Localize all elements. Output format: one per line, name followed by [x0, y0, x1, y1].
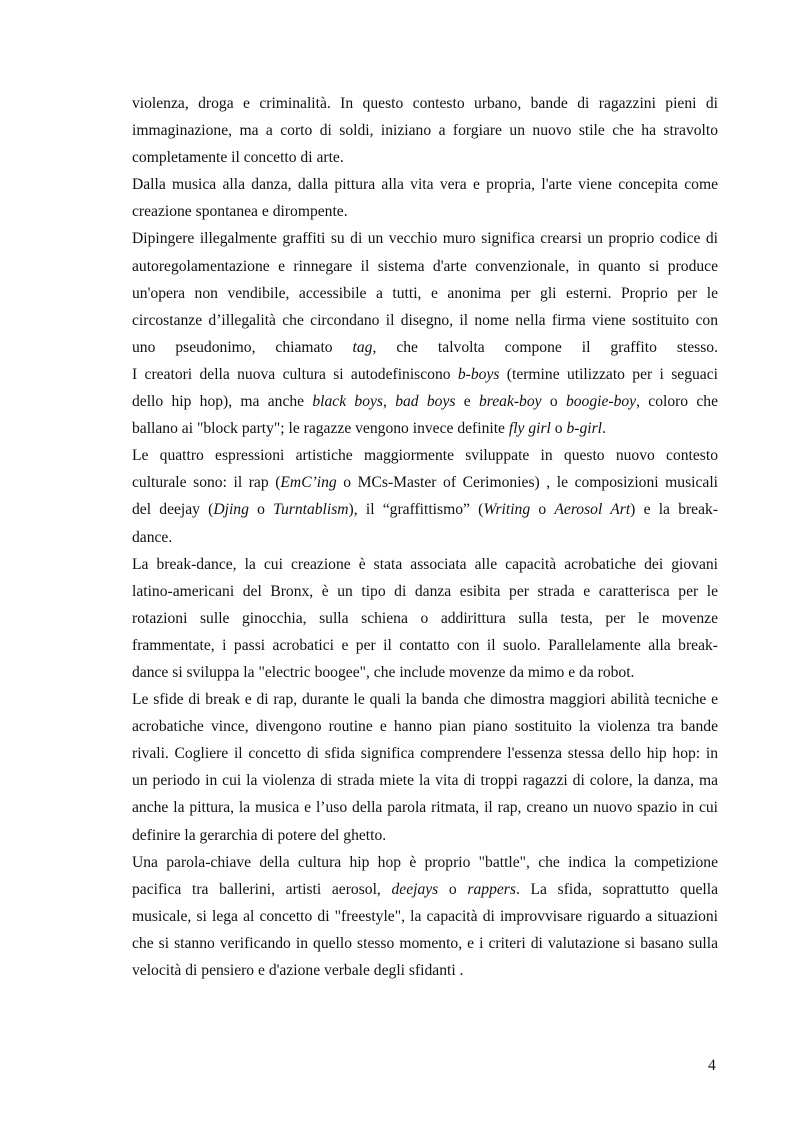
text-run: frammentate, i passi acrobatici e per il contatto con il suolo. Parallelamente alla break-: [132, 636, 718, 654]
text-run: ,: [383, 393, 396, 411]
italic-term: break-boy: [478, 393, 542, 411]
text-run: violenza, droga e criminalità. In questo contesto urbano, bande di ragazzini pieni di: [132, 95, 718, 112]
italic-term: bad boys: [395, 393, 456, 411]
text-line: [132, 578, 718, 605]
text-line: [132, 930, 718, 957]
text-run: acrobatiche vince, divengono routine e hanno pian piano sostituito la violenza tra bande: [132, 718, 718, 736]
text-run: e: [455, 393, 479, 411]
text-run: Una parola-chiave della cultura hip hop è proprio "battle", che indica la competizione: [132, 853, 718, 871]
text-line: [132, 334, 718, 361]
text-line: [132, 849, 718, 876]
text-run: o: [550, 420, 567, 438]
text-line: [132, 903, 718, 930]
text-line: [132, 442, 718, 469]
text-run: o: [438, 880, 468, 898]
text-line: [132, 957, 718, 984]
paragraph: [132, 849, 718, 984]
paragraph: [132, 90, 718, 171]
text-run: definire la gerarchia di potere del ghetto.: [132, 826, 387, 844]
paragraph: [132, 171, 718, 225]
text-run: pacifica tra ballerini, artisti aerosol,: [132, 880, 392, 898]
text-line: [132, 794, 718, 821]
italic-term: boogie-boy: [565, 393, 637, 411]
text-run: o: [248, 501, 274, 519]
italic-term: EmC’ing: [280, 474, 337, 492]
italic-term: black boys: [312, 393, 384, 411]
text-run: Dipingere illegalmente graffiti su di un vecchio muro significa crearsi un proprio codice di: [132, 230, 718, 248]
body-text: [132, 90, 718, 984]
italic-term: Turntablism: [273, 501, 349, 519]
italic-term: Aerosol Art: [554, 501, 631, 519]
text-line: [132, 144, 718, 171]
text-run: o MCs-Master of Cerimonies) , le composizioni musicali: [336, 474, 718, 492]
text-run: ) e la break-: [630, 501, 718, 519]
text-run: ), il “graffittismo” (: [348, 501, 484, 519]
text-run: un'opera non vendibile, accessibile a tutti, e anonima per gli esterni. Proprio per le: [132, 284, 718, 302]
text-run: .: [602, 420, 606, 438]
text-run: rotazioni sulle ginocchia, sulla schiena o addirittura sulla testa, per le movenze: [132, 609, 718, 627]
text-line: [132, 496, 718, 523]
text-line: [132, 171, 718, 198]
text-run: dello hip hop), ma anche: [132, 393, 313, 411]
text-run: anche la pittura, la musica e l’uso della parola ritmata, il rap, creano un nuovo spazio in cui: [132, 799, 718, 817]
text-line: [132, 415, 718, 442]
text-run: ballano ai "block party"; le ragazze vengono invece definite: [132, 420, 509, 438]
text-line: [132, 659, 718, 686]
text-run: I creatori della nuova cultura si autodefiniscono: [132, 365, 458, 383]
text-run: latino-americani del Bronx, è un tipo di danza esibita per strada e caratterisca per le: [132, 582, 718, 600]
text-line: [132, 469, 718, 496]
text-run: rivali. Cogliere il concetto di sfida significa comprendere l'essenza stessa dello hip hop: in: [132, 745, 718, 763]
text-line: [132, 551, 718, 578]
text-line: [132, 740, 718, 767]
text-line: [132, 632, 718, 659]
text-line: [132, 713, 718, 740]
italic-term: Djing: [213, 501, 249, 519]
page-number: 4: [708, 1057, 716, 1074]
text-line: [132, 767, 718, 794]
text-line: [132, 605, 718, 632]
italic-term: b-girl: [566, 420, 602, 438]
paragraph: [132, 551, 718, 686]
text-run: completamente il concetto di arte.: [132, 149, 344, 167]
text-line: [132, 225, 718, 252]
text-run: culturale sono: il rap (: [132, 474, 281, 492]
text-line: [132, 388, 718, 415]
italic-term: tag: [352, 338, 373, 356]
text-run: o: [530, 501, 555, 519]
text-run: (termine utilizzato per i seguaci: [499, 365, 718, 383]
text-run: un periodo in cui la violenza di strada miete la vita di troppi ragazzi di colore, la danza, ma: [132, 772, 718, 790]
text-run: del deejay (: [132, 501, 214, 519]
paragraph: [132, 225, 718, 442]
text-line: [132, 117, 718, 144]
text-run: , che talvolta compone il graffito stesso.: [372, 338, 718, 356]
text-run: velocità di pensiero e d'azione verbale degli sfidanti .: [132, 962, 464, 979]
text-run: circostanze d’illegalità che circondano il disegno, il nome nella firma viene sostituito con: [132, 311, 718, 329]
text-line: [132, 361, 718, 388]
text-run: musicale, si lega al concetto di "freestyle", la capacità di improvvisare riguardo a situazioni: [132, 907, 718, 925]
text-line: [132, 524, 718, 551]
text-run: che si stanno verificando in quello stesso momento, e i criteri di valutazione si basano sulla: [132, 934, 718, 952]
text-run: Dalla musica alla danza, dalla pittura alla vita vera e propria, l'arte viene concepita come: [132, 176, 718, 194]
text-line: [132, 686, 718, 713]
text-line: [132, 253, 718, 280]
text-run: Le quattro espressioni artistiche maggiormente sviluppate in questo nuovo contesto: [132, 447, 718, 465]
italic-term: b-boys: [457, 365, 500, 383]
text-run: , coloro che: [636, 393, 718, 411]
text-run: immaginazione, ma a corto di soldi, iniziano a forgiare un nuovo stile che ha stravolto: [132, 122, 718, 140]
text-run: autoregolamentazione e rinnegare il sistema d'arte convenzionale, in quanto si produce: [132, 257, 718, 275]
text-line: [132, 822, 718, 849]
text-run: o: [541, 393, 566, 411]
paragraph: [132, 686, 718, 849]
italic-term: fly girl: [508, 420, 551, 438]
text-line: [132, 280, 718, 307]
text-line: [132, 876, 718, 903]
text-run: dance si sviluppa la "electric boogee", che include movenze da mimo e da robot.: [132, 663, 635, 681]
text-run: . La sfida, soprattutto quella: [515, 880, 718, 898]
text-run: Le sfide di break e di rap, durante le quali la banda che dimostra maggiori abilità tecniche e: [132, 691, 718, 709]
paragraph: [132, 442, 718, 550]
text-run: uno pseudonimo, chiamato: [132, 338, 353, 356]
italic-term: Writing: [483, 501, 531, 519]
italic-term: rappers: [467, 880, 516, 898]
text-run: La break-dance, la cui creazione è stata associata alle capacità acrobatiche dei giovani: [132, 555, 718, 573]
italic-term: deejays: [391, 880, 439, 898]
text-run: creazione spontanea e dirompente.: [132, 203, 348, 221]
text-line: [132, 90, 718, 117]
text-line: [132, 198, 718, 225]
text-line: [132, 307, 718, 334]
text-run: dance.: [132, 528, 173, 546]
